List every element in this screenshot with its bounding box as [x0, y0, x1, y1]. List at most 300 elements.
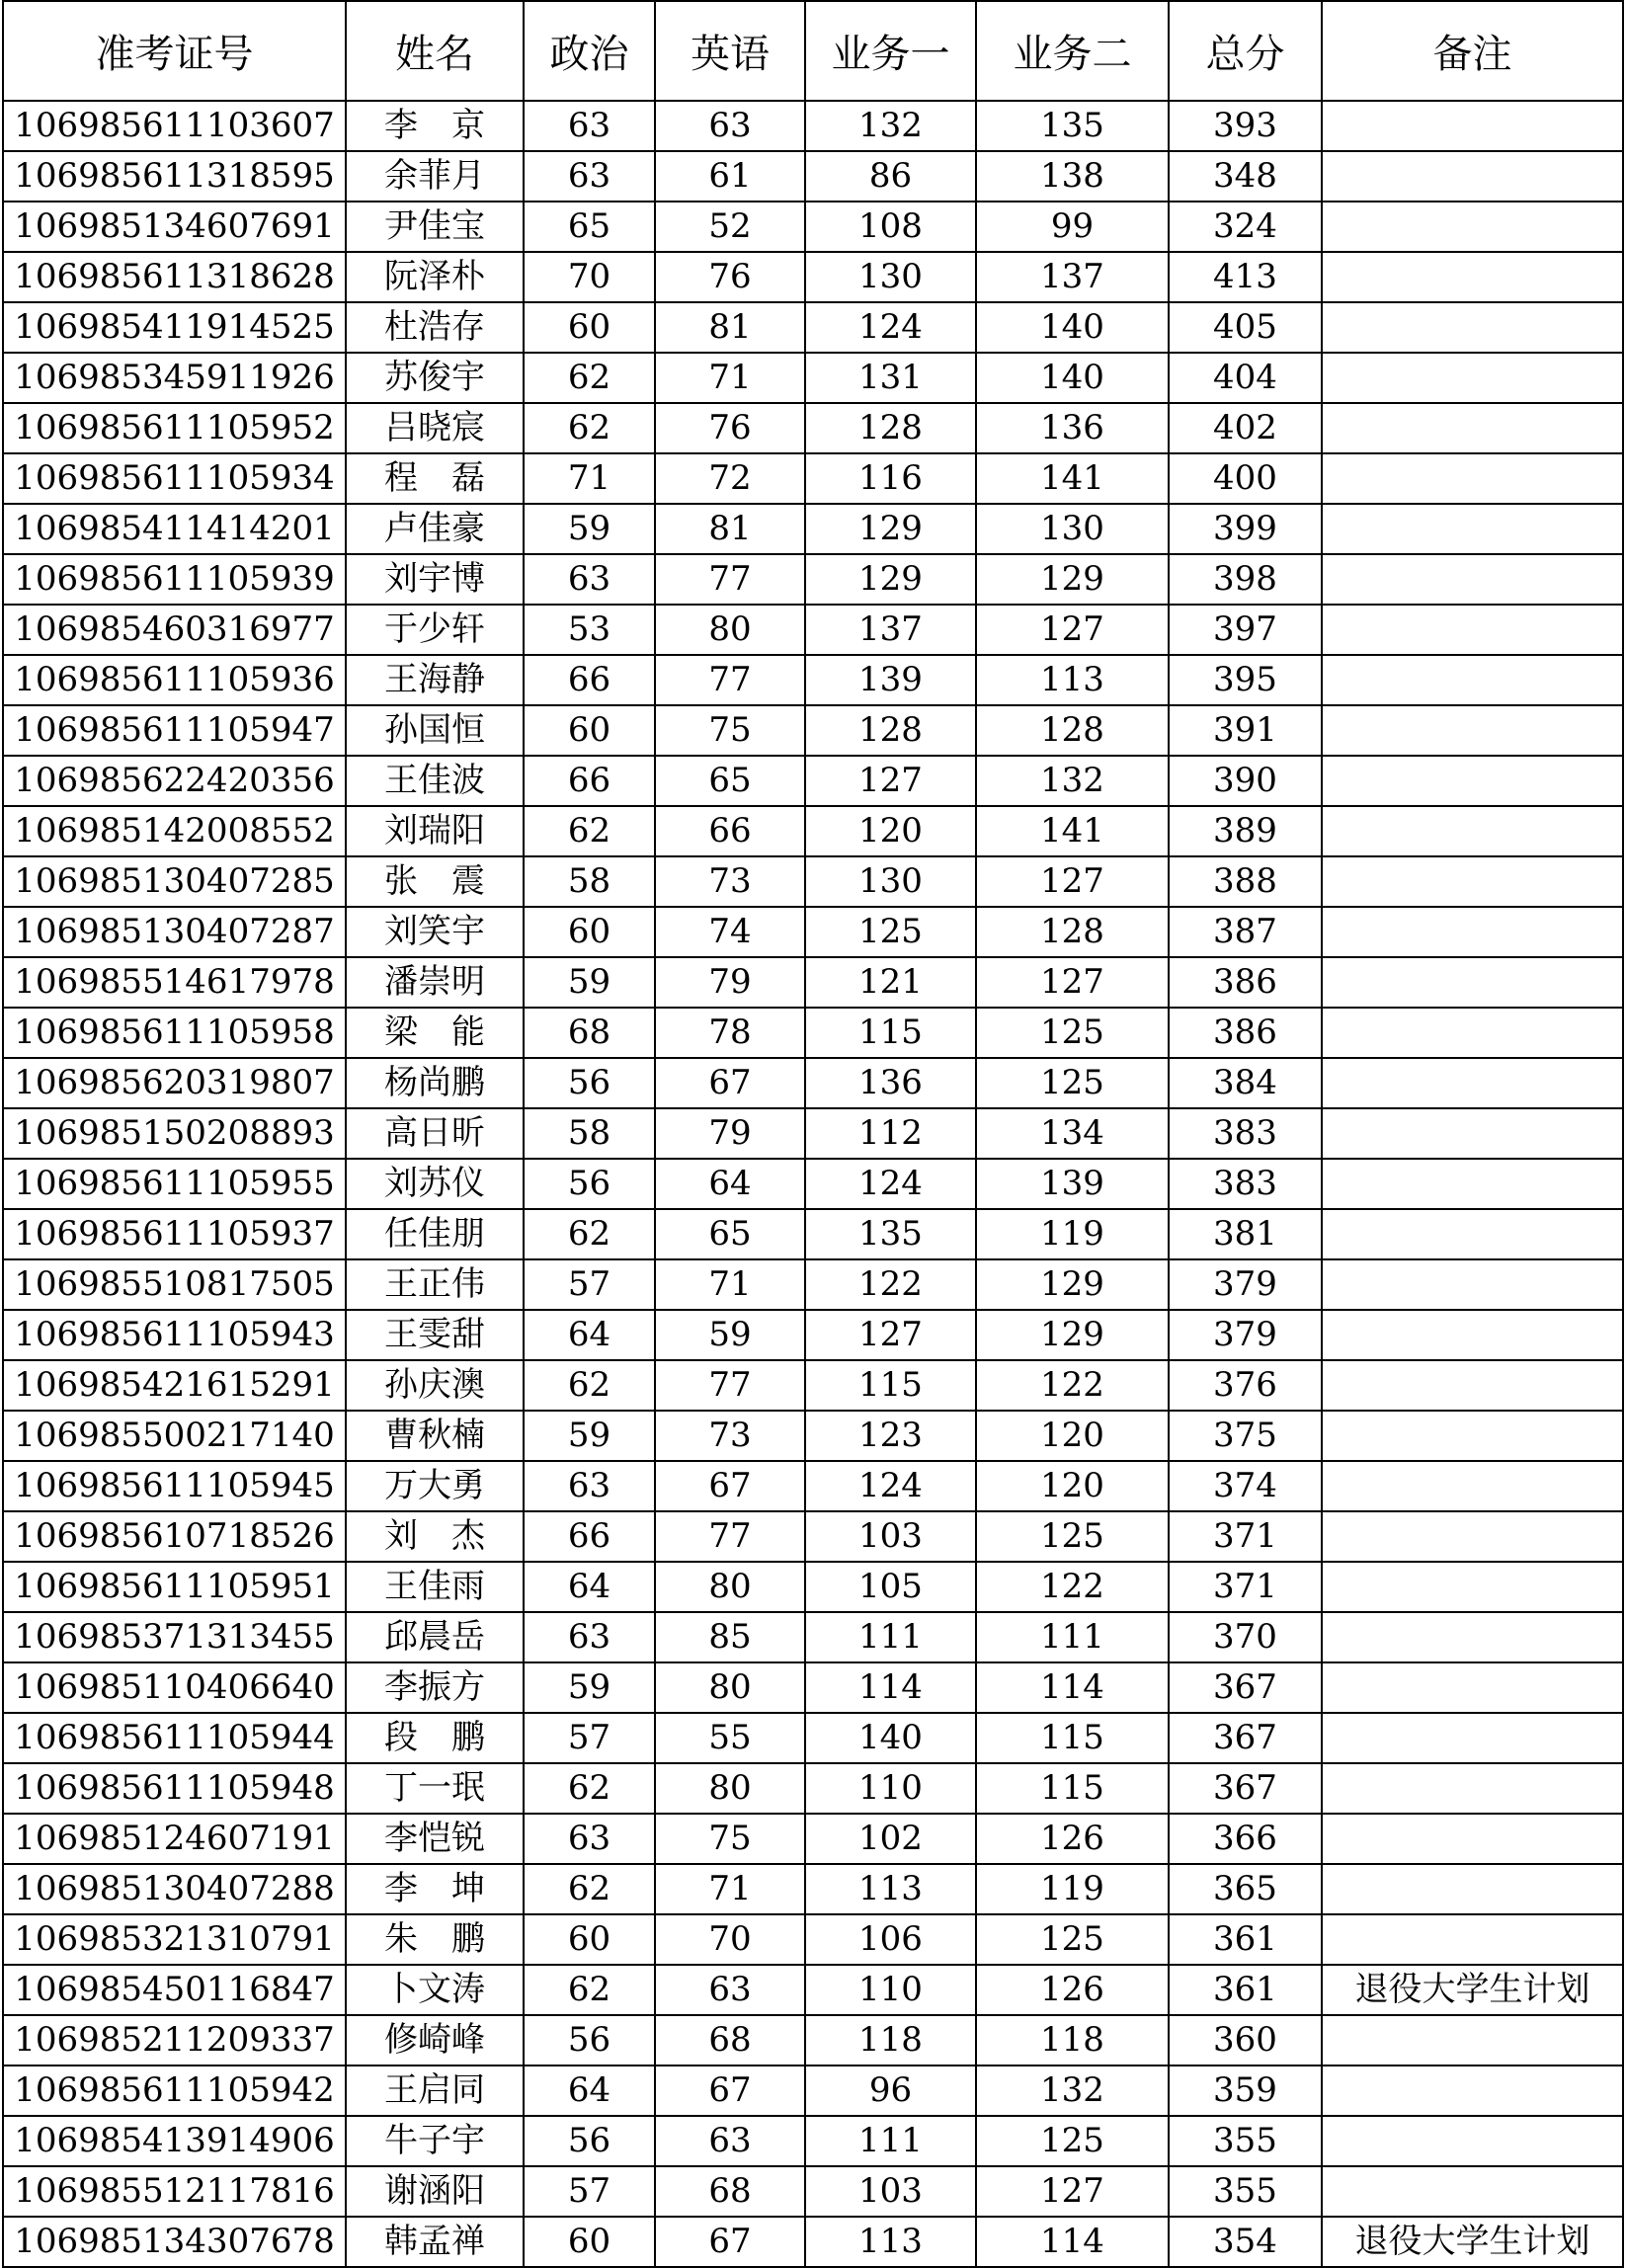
- name-cell: 王正伟: [346, 1259, 524, 1310]
- subject-two-cell: 115: [976, 1713, 1169, 1763]
- table-row: [3, 1612, 1623, 1662]
- remarks-cell: [1322, 806, 1623, 856]
- name-cell: 卢佳豪: [346, 504, 524, 554]
- subject-one-cell: 129: [805, 504, 976, 554]
- english-cell: 77: [655, 554, 805, 605]
- name-cell: 王海静: [346, 655, 524, 705]
- total-cell: 384: [1169, 1058, 1322, 1108]
- name-cell: 杜浩存: [346, 302, 524, 353]
- total-cell: 366: [1169, 1814, 1322, 1864]
- table-row: [3, 1511, 1623, 1562]
- table-row: [3, 856, 1623, 907]
- name-cell: 邱晨岳: [346, 1612, 524, 1662]
- subject-one-cell: 103: [805, 1511, 976, 1562]
- subject-one-cell: 106: [805, 1914, 976, 1965]
- total-cell: 324: [1169, 202, 1322, 252]
- english-cell: 80: [655, 1763, 805, 1814]
- english-cell: 59: [655, 1310, 805, 1360]
- english-cell: 65: [655, 1209, 805, 1259]
- subject-two-cell: 120: [976, 1411, 1169, 1461]
- subject-one-cell: 124: [805, 1159, 976, 1209]
- english-cell: 68: [655, 2166, 805, 2217]
- table-row: [3, 2116, 1623, 2166]
- score-table: [2, 0, 1624, 2268]
- remarks-cell: 退役大学生计划: [1322, 2217, 1623, 2267]
- exam-id-cell: 106985321310791: [3, 1914, 346, 1965]
- total-cell: 383: [1169, 1159, 1322, 1209]
- total-cell: 379: [1169, 1259, 1322, 1310]
- exam-id-cell: 106985512117816: [3, 2166, 346, 2217]
- name-cell: 李 坤: [346, 1864, 524, 1914]
- remarks-cell: [1322, 353, 1623, 403]
- exam-id-cell: 106985620319807: [3, 1058, 346, 1108]
- exam-id-cell: 106985611318595: [3, 151, 346, 202]
- name-cell: 谢涵阳: [346, 2166, 524, 2217]
- table-row: [3, 302, 1623, 353]
- subject-one-cell: 125: [805, 907, 976, 957]
- header-politics: 政治: [524, 1, 655, 101]
- table-row: [3, 1259, 1623, 1310]
- politics-cell: 56: [524, 2015, 655, 2066]
- total-cell: 367: [1169, 1713, 1322, 1763]
- name-cell: 苏俊宇: [346, 353, 524, 403]
- remarks-cell: [1322, 1864, 1623, 1914]
- remarks-cell: [1322, 1058, 1623, 1108]
- name-cell: 段 鹏: [346, 1713, 524, 1763]
- exam-id-cell: 106985411414201: [3, 504, 346, 554]
- name-cell: 丁一珉: [346, 1763, 524, 1814]
- name-cell: 李振方: [346, 1662, 524, 1713]
- name-cell: 修崎峰: [346, 2015, 524, 2066]
- name-cell: 余菲月: [346, 151, 524, 202]
- name-cell: 王佳雨: [346, 1562, 524, 1612]
- english-cell: 80: [655, 1662, 805, 1713]
- politics-cell: 63: [524, 1814, 655, 1864]
- remarks-cell: [1322, 1662, 1623, 1713]
- table-row: [3, 202, 1623, 252]
- exam-id-cell: 106985500217140: [3, 1411, 346, 1461]
- table-row: [3, 1562, 1623, 1612]
- subject-one-cell: 130: [805, 252, 976, 302]
- english-cell: 73: [655, 856, 805, 907]
- english-cell: 61: [655, 151, 805, 202]
- remarks-cell: [1322, 453, 1623, 504]
- subject-two-cell: 122: [976, 1562, 1169, 1612]
- table-row: [3, 2217, 1623, 2267]
- exam-id-cell: 106985142008552: [3, 806, 346, 856]
- subject-two-cell: 129: [976, 554, 1169, 605]
- total-cell: 371: [1169, 1562, 1322, 1612]
- total-cell: 360: [1169, 2015, 1322, 2066]
- remarks-cell: [1322, 907, 1623, 957]
- table-row: [3, 1461, 1623, 1511]
- subject-two-cell: 139: [976, 1159, 1169, 1209]
- table-row: [3, 806, 1623, 856]
- subject-two-cell: 127: [976, 2166, 1169, 2217]
- english-cell: 79: [655, 1108, 805, 1159]
- name-cell: 朱 鹏: [346, 1914, 524, 1965]
- english-cell: 77: [655, 655, 805, 705]
- english-cell: 77: [655, 1360, 805, 1411]
- subject-two-cell: 127: [976, 856, 1169, 907]
- english-cell: 80: [655, 605, 805, 655]
- table-row: [3, 1159, 1623, 1209]
- exam-id-cell: 106985110406640: [3, 1662, 346, 1713]
- table-row: [3, 453, 1623, 504]
- table-row: [3, 1864, 1623, 1914]
- total-cell: 413: [1169, 252, 1322, 302]
- name-cell: 吕晓宸: [346, 403, 524, 453]
- total-cell: 390: [1169, 756, 1322, 806]
- name-cell: 任佳朋: [346, 1209, 524, 1259]
- exam-id-cell: 106985413914906: [3, 2116, 346, 2166]
- politics-cell: 58: [524, 1108, 655, 1159]
- politics-cell: 62: [524, 1763, 655, 1814]
- subject-two-cell: 128: [976, 907, 1169, 957]
- subject-one-cell: 113: [805, 1864, 976, 1914]
- exam-id-cell: 106985460316977: [3, 605, 346, 655]
- header-subject-one: 业务一: [805, 1, 976, 101]
- exam-id-cell: 106985514617978: [3, 957, 346, 1008]
- table-row: [3, 1008, 1623, 1058]
- subject-one-cell: 103: [805, 2166, 976, 2217]
- politics-cell: 60: [524, 1914, 655, 1965]
- remarks-cell: [1322, 1511, 1623, 1562]
- exam-id-cell: 106985130407285: [3, 856, 346, 907]
- english-cell: 71: [655, 353, 805, 403]
- politics-cell: 59: [524, 1411, 655, 1461]
- remarks-cell: [1322, 554, 1623, 605]
- subject-two-cell: 113: [976, 655, 1169, 705]
- subject-one-cell: 115: [805, 1360, 976, 1411]
- remarks-cell: [1322, 2066, 1623, 2116]
- exam-id-cell: 106985610718526: [3, 1511, 346, 1562]
- english-cell: 77: [655, 1511, 805, 1562]
- total-cell: 400: [1169, 453, 1322, 504]
- subject-one-cell: 114: [805, 1662, 976, 1713]
- table-row: [3, 655, 1623, 705]
- subject-one-cell: 136: [805, 1058, 976, 1108]
- politics-cell: 66: [524, 655, 655, 705]
- subject-two-cell: 118: [976, 2015, 1169, 2066]
- subject-one-cell: 128: [805, 705, 976, 756]
- english-cell: 67: [655, 1461, 805, 1511]
- table-row: [3, 1713, 1623, 1763]
- politics-cell: 62: [524, 1209, 655, 1259]
- total-cell: 387: [1169, 907, 1322, 957]
- table-row: [3, 756, 1623, 806]
- subject-two-cell: 136: [976, 403, 1169, 453]
- subject-one-cell: 139: [805, 655, 976, 705]
- table-row: [3, 353, 1623, 403]
- exam-id-cell: 106985611105939: [3, 554, 346, 605]
- politics-cell: 63: [524, 151, 655, 202]
- subject-two-cell: 120: [976, 1461, 1169, 1511]
- remarks-cell: [1322, 504, 1623, 554]
- total-cell: 361: [1169, 1914, 1322, 1965]
- politics-cell: 60: [524, 2217, 655, 2267]
- exam-id-cell: 106985150208893: [3, 1108, 346, 1159]
- english-cell: 71: [655, 1259, 805, 1310]
- name-cell: 李 京: [346, 101, 524, 151]
- remarks-cell: [1322, 856, 1623, 907]
- remarks-cell: [1322, 1713, 1623, 1763]
- subject-one-cell: 127: [805, 756, 976, 806]
- politics-cell: 62: [524, 353, 655, 403]
- subject-one-cell: 121: [805, 957, 976, 1008]
- name-cell: 刘苏仪: [346, 1159, 524, 1209]
- exam-id-cell: 106985611105942: [3, 2066, 346, 2116]
- name-cell: 牛子宇: [346, 2116, 524, 2166]
- total-cell: 381: [1169, 1209, 1322, 1259]
- politics-cell: 62: [524, 1360, 655, 1411]
- exam-id-cell: 106985611105955: [3, 1159, 346, 1209]
- remarks-cell: [1322, 1814, 1623, 1864]
- english-cell: 70: [655, 1914, 805, 1965]
- name-cell: 万大勇: [346, 1461, 524, 1511]
- politics-cell: 66: [524, 756, 655, 806]
- total-cell: 391: [1169, 705, 1322, 756]
- remarks-cell: [1322, 252, 1623, 302]
- subject-one-cell: 116: [805, 453, 976, 504]
- table-row: [3, 605, 1623, 655]
- politics-cell: 56: [524, 1159, 655, 1209]
- subject-two-cell: 140: [976, 302, 1169, 353]
- name-cell: 于少轩: [346, 605, 524, 655]
- subject-two-cell: 132: [976, 756, 1169, 806]
- politics-cell: 60: [524, 705, 655, 756]
- table-row: [3, 705, 1623, 756]
- english-cell: 66: [655, 806, 805, 856]
- subject-two-cell: 125: [976, 1511, 1169, 1562]
- politics-cell: 56: [524, 1058, 655, 1108]
- subject-one-cell: 110: [805, 1965, 976, 2015]
- exam-id-cell: 106985411914525: [3, 302, 346, 353]
- english-cell: 75: [655, 705, 805, 756]
- name-cell: 刘瑞阳: [346, 806, 524, 856]
- table-row: [3, 2066, 1623, 2116]
- name-cell: 阮泽朴: [346, 252, 524, 302]
- english-cell: 65: [655, 756, 805, 806]
- subject-one-cell: 118: [805, 2015, 976, 2066]
- remarks-cell: [1322, 2116, 1623, 2166]
- english-cell: 81: [655, 504, 805, 554]
- table-row: [3, 1914, 1623, 1965]
- subject-two-cell: 119: [976, 1209, 1169, 1259]
- subject-one-cell: 102: [805, 1814, 976, 1864]
- subject-two-cell: 122: [976, 1360, 1169, 1411]
- subject-one-cell: 111: [805, 1612, 976, 1662]
- name-cell: 刘宇博: [346, 554, 524, 605]
- subject-two-cell: 138: [976, 151, 1169, 202]
- name-cell: 尹佳宝: [346, 202, 524, 252]
- politics-cell: 64: [524, 1562, 655, 1612]
- english-cell: 73: [655, 1411, 805, 1461]
- politics-cell: 56: [524, 2116, 655, 2166]
- total-cell: 348: [1169, 151, 1322, 202]
- subject-one-cell: 132: [805, 101, 976, 151]
- english-cell: 55: [655, 1713, 805, 1763]
- english-cell: 52: [655, 202, 805, 252]
- total-cell: 376: [1169, 1360, 1322, 1411]
- table-row: [3, 2015, 1623, 2066]
- politics-cell: 70: [524, 252, 655, 302]
- politics-cell: 62: [524, 806, 655, 856]
- subject-two-cell: 135: [976, 101, 1169, 151]
- subject-two-cell: 119: [976, 1864, 1169, 1914]
- name-cell: 刘 杰: [346, 1511, 524, 1562]
- remarks-cell: [1322, 1612, 1623, 1662]
- remarks-cell: [1322, 1159, 1623, 1209]
- subject-two-cell: 130: [976, 504, 1169, 554]
- subject-two-cell: 115: [976, 1763, 1169, 1814]
- subject-one-cell: 96: [805, 2066, 976, 2116]
- table-row: [3, 1310, 1623, 1360]
- politics-cell: 71: [524, 453, 655, 504]
- total-cell: 365: [1169, 1864, 1322, 1914]
- remarks-cell: [1322, 1411, 1623, 1461]
- subject-one-cell: 105: [805, 1562, 976, 1612]
- politics-cell: 60: [524, 302, 655, 353]
- table-row: [3, 252, 1623, 302]
- total-cell: 355: [1169, 2166, 1322, 2217]
- total-cell: 359: [1169, 2066, 1322, 2116]
- table-row: [3, 957, 1623, 1008]
- total-cell: 386: [1169, 1008, 1322, 1058]
- total-cell: 383: [1169, 1108, 1322, 1159]
- politics-cell: 59: [524, 957, 655, 1008]
- total-cell: 398: [1169, 554, 1322, 605]
- politics-cell: 57: [524, 2166, 655, 2217]
- total-cell: 386: [1169, 957, 1322, 1008]
- subject-one-cell: 127: [805, 1310, 976, 1360]
- total-cell: 402: [1169, 403, 1322, 453]
- name-cell: 王雯甜: [346, 1310, 524, 1360]
- exam-id-cell: 106985510817505: [3, 1259, 346, 1310]
- header-row: [3, 1, 1623, 101]
- politics-cell: 63: [524, 554, 655, 605]
- remarks-cell: [1322, 101, 1623, 151]
- english-cell: 76: [655, 252, 805, 302]
- subject-two-cell: 140: [976, 353, 1169, 403]
- table-row: [3, 1108, 1623, 1159]
- total-cell: 388: [1169, 856, 1322, 907]
- table-row: [3, 1058, 1623, 1108]
- table-row: [3, 2166, 1623, 2217]
- remarks-cell: [1322, 1008, 1623, 1058]
- remarks-cell: [1322, 957, 1623, 1008]
- exam-id-cell: 106985611103607: [3, 101, 346, 151]
- total-cell: 375: [1169, 1411, 1322, 1461]
- english-cell: 64: [655, 1159, 805, 1209]
- subject-two-cell: 129: [976, 1259, 1169, 1310]
- subject-one-cell: 140: [805, 1713, 976, 1763]
- total-cell: 395: [1169, 655, 1322, 705]
- english-cell: 81: [655, 302, 805, 353]
- remarks-cell: [1322, 705, 1623, 756]
- name-cell: 梁 能: [346, 1008, 524, 1058]
- table-row: [3, 151, 1623, 202]
- politics-cell: 62: [524, 403, 655, 453]
- subject-two-cell: 125: [976, 1914, 1169, 1965]
- table-row: [3, 504, 1623, 554]
- subject-one-cell: 137: [805, 605, 976, 655]
- remarks-cell: [1322, 202, 1623, 252]
- english-cell: 79: [655, 957, 805, 1008]
- remarks-cell: [1322, 2166, 1623, 2217]
- exam-id-cell: 106985611105951: [3, 1562, 346, 1612]
- subject-one-cell: 124: [805, 1461, 976, 1511]
- exam-id-cell: 106985611105947: [3, 705, 346, 756]
- politics-cell: 64: [524, 2066, 655, 2116]
- header-subject-two: 业务二: [976, 1, 1169, 101]
- english-cell: 74: [655, 907, 805, 957]
- subject-one-cell: 131: [805, 353, 976, 403]
- subject-one-cell: 112: [805, 1108, 976, 1159]
- remarks-cell: 退役大学生计划: [1322, 1965, 1623, 2015]
- subject-two-cell: 126: [976, 1965, 1169, 2015]
- english-cell: 80: [655, 1562, 805, 1612]
- subject-one-cell: 108: [805, 202, 976, 252]
- politics-cell: 60: [524, 907, 655, 957]
- english-cell: 67: [655, 1058, 805, 1108]
- english-cell: 68: [655, 2015, 805, 2066]
- remarks-cell: [1322, 1461, 1623, 1511]
- politics-cell: 66: [524, 1511, 655, 1562]
- subject-one-cell: 115: [805, 1008, 976, 1058]
- english-cell: 78: [655, 1008, 805, 1058]
- table-row: [3, 1209, 1623, 1259]
- total-cell: 393: [1169, 101, 1322, 151]
- english-cell: 85: [655, 1612, 805, 1662]
- table-row: [3, 1965, 1623, 2015]
- exam-id-cell: 106985611318628: [3, 252, 346, 302]
- subject-two-cell: 129: [976, 1310, 1169, 1360]
- remarks-cell: [1322, 1310, 1623, 1360]
- total-cell: 389: [1169, 806, 1322, 856]
- subject-one-cell: 135: [805, 1209, 976, 1259]
- english-cell: 72: [655, 453, 805, 504]
- total-cell: 354: [1169, 2217, 1322, 2267]
- header-name: 姓名: [346, 1, 524, 101]
- politics-cell: 58: [524, 856, 655, 907]
- subject-two-cell: 137: [976, 252, 1169, 302]
- politics-cell: 63: [524, 1461, 655, 1511]
- remarks-cell: [1322, 1259, 1623, 1310]
- subject-two-cell: 125: [976, 1008, 1169, 1058]
- subject-two-cell: 134: [976, 1108, 1169, 1159]
- exam-id-cell: 106985611105948: [3, 1763, 346, 1814]
- subject-one-cell: 111: [805, 2116, 976, 2166]
- total-cell: 397: [1169, 605, 1322, 655]
- exam-id-cell: 106985450116847: [3, 1965, 346, 2015]
- subject-one-cell: 128: [805, 403, 976, 453]
- total-cell: 371: [1169, 1511, 1322, 1562]
- table-row: [3, 1360, 1623, 1411]
- name-cell: 孙庆澳: [346, 1360, 524, 1411]
- name-cell: 王佳波: [346, 756, 524, 806]
- english-cell: 67: [655, 2066, 805, 2116]
- politics-cell: 68: [524, 1008, 655, 1058]
- remarks-cell: [1322, 1108, 1623, 1159]
- remarks-cell: [1322, 1763, 1623, 1814]
- exam-id-cell: 106985611105934: [3, 453, 346, 504]
- remarks-cell: [1322, 756, 1623, 806]
- politics-cell: 59: [524, 1662, 655, 1713]
- politics-cell: 64: [524, 1310, 655, 1360]
- name-cell: 刘笑宇: [346, 907, 524, 957]
- total-cell: 404: [1169, 353, 1322, 403]
